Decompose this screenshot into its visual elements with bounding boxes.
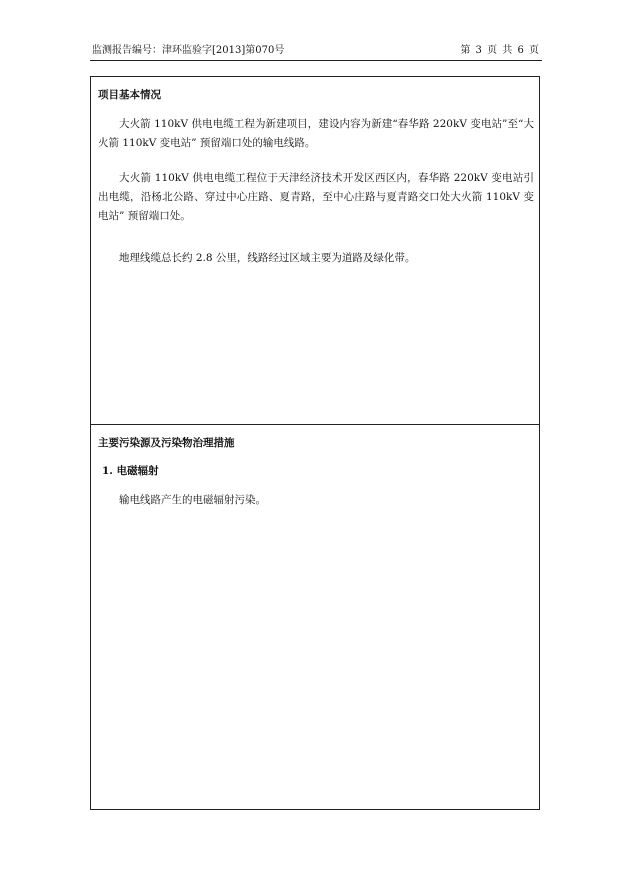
section-project-basic-info xyxy=(91,77,539,425)
report-number: 监测报告编号：津环监验字[2013]第070号 xyxy=(92,45,285,56)
subheading-electromagnetic-radiation: 1. 电磁辐射 xyxy=(102,465,159,477)
paragraph-cable-length: 地理线缆总长约 2.8 公里，线路经过区域主要为道路及绿化带。 xyxy=(119,252,416,264)
page-header xyxy=(92,43,540,59)
paragraph-project-scope: 大火箭 110kV 供电电缆工程为新建项目，建设内容为新建“春华路 220kV 变电站”至“大火箭 110kV 变电站” 预留端口处的输电线路。 xyxy=(98,118,534,149)
paragraph-electromagnetic-radiation: 输电线路产生的电磁辐射污染。 xyxy=(119,494,266,506)
paragraph-project-location: 大火箭 110kV 供电电缆工程位于天津经济技术开发区西区内，春华路 220kV 变电站引出电缆，沿杨北公路、穿过中心庄路、夏青路，至中心庄路与夏青路交口处大火箭 110kV 变电站” 预留端口处。 xyxy=(98,172,534,222)
section-title-pollution: 主要污染源及污染物治理措施 xyxy=(98,437,235,449)
report-table xyxy=(90,76,540,810)
header-divider xyxy=(90,60,542,61)
section-title-basic: 项目基本情况 xyxy=(98,89,161,101)
section-pollution-sources xyxy=(91,425,539,809)
page-indicator: 第 3 页 共 6 页 xyxy=(460,45,540,56)
